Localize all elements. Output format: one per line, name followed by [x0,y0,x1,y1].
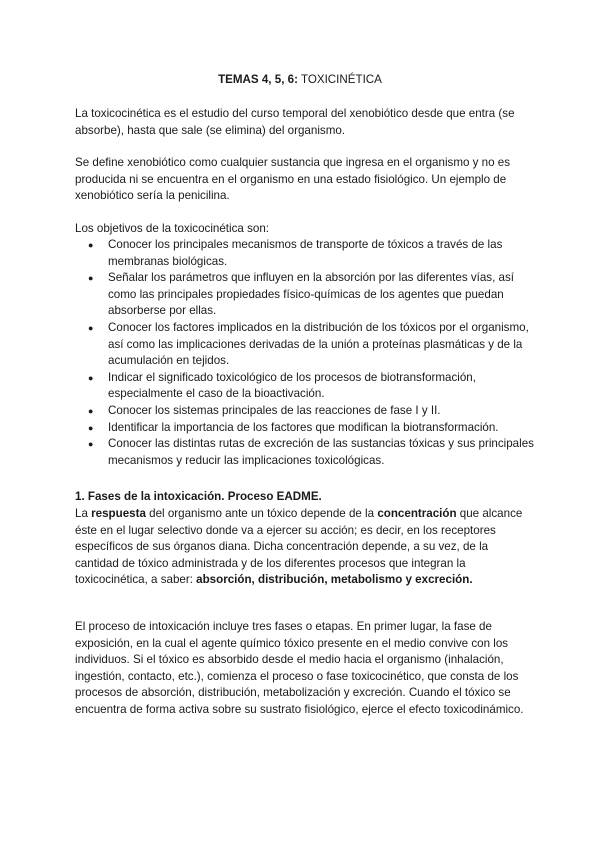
bullet-icon: ● [88,322,94,333]
bold-term-concentracion: concentración [377,507,457,520]
title-prefix: TEMAS 4, 5, 6: [218,73,298,86]
text-run: que alcance éste en el lugar selectivo donde va a ejercer su acción; es decir, en los receptores específicos de sus órganos diana. Dicha concentración depende, a su vez, de la cantidad de tóxico administrada y de los diferentes procesos que integran la toxicocinética, a saber: [75,507,523,587]
bullet-icon: ● [88,273,94,284]
text-run: La [75,507,92,520]
objectives-list [75,237,535,469]
list-item [75,420,535,437]
text-run: del organismo ante un tóxico depende de la [145,507,378,520]
bullet-icon: ● [88,240,94,250]
section-paragraph-response [75,506,535,589]
list-item [75,237,535,270]
list-item [75,436,535,469]
list-item-text: Conocer las distintas rutas de excreción de las sustancias tóxicas y sus principales mecanismos y reducir las implicaciones toxicológicas. [108,437,534,467]
list-item [75,320,535,370]
bullet-icon: ● [88,405,94,416]
page-title [0,72,600,89]
list-item [75,270,535,320]
intro-paragraph-definition: La toxicocinética es el estudio del curso temporal del xenobiótico desde que entra (se absorbe), hasta que sale (se elimina) del organismo. [75,107,515,137]
bullet-icon: ● [88,439,94,450]
title-suffix: TOXICINÉTICA [297,73,382,86]
list-item-text: Conocer los principales mecanismos de transporte de tóxicos a través de las membranas biológicas. [108,238,503,268]
objectives-intro: Los objetivos de la toxicocinética son: [75,222,269,235]
list-item [75,403,535,420]
list-item [75,370,535,403]
list-item-text: Conocer los sistemas principales de las reacciones de fase I y II. [108,403,441,417]
intro-paragraph-xenobiotic: Se define xenobiótico como cualquier sustancia que ingresa en el organismo y no es producida ni se encuentra en el organismo en una estado fisiológico. Un ejemplo de xenobiótico sería la penicilina. [75,156,511,203]
list-item-text: Señalar los parámetros que influyen en la absorción por las diferentes vías, así como las principales propiedades físico-químicas de los agentes que puedan absorberse por ellas. [108,271,515,318]
bold-term-processes: absorción, distribución, metabolismo y excreción. [196,573,473,587]
list-item-text: Conocer los factores implicados en la distribución de los tóxicos por el organismo, así como las implicaciones derivadas de la unión a proteínas plasmáticas y de la acumulación en tejidos. [108,320,529,368]
list-item-text: Identificar la importancia de los factores que modifican la biotransformación. [108,420,499,434]
list-item-text: Indicar el significado toxicológico de los procesos de biotransformación, especialmente el caso de la bioactivación. [108,370,476,401]
bold-term-respuesta: respuesta [91,507,146,520]
section-heading: 1. Fases de la intoxicación. Proceso EADME. [75,490,322,503]
bullet-icon: ● [88,422,94,433]
section-paragraph-phases: El proceso de intoxicación incluye tres fases o etapas. En primer lugar, la fase de exposición, en la cual el agente químico tóxico presente en el medio convive con los individuos. Si el tóxico es absorbido desde el medio hacia el organismo (inhalación, ingestión, contacto, etc.), comienza el proceso o fase toxicocinético, que consta de los procesos de absorción, distribución, metabolización y excreción. Cuando el tóxico se encuentra de forma activa sobre su sustrato fisiológico, ejerce el efecto toxicodinámico. [75,620,524,716]
bullet-icon: ● [88,372,94,383]
